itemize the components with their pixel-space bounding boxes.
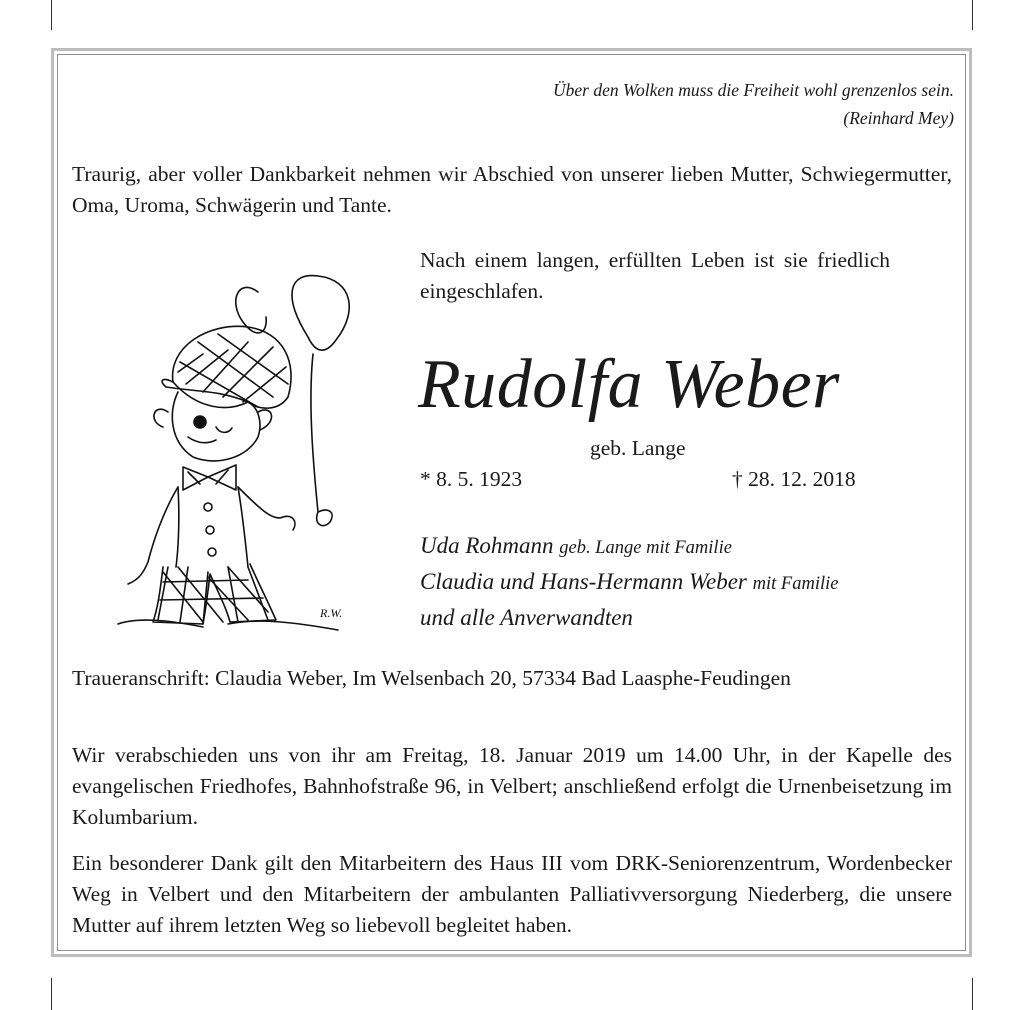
mourner-1: [420, 533, 732, 559]
motto: [553, 76, 954, 132]
thanks-text: Ein besonderer Dank gilt den Mitarbeitern des Haus III vom DRK-Seniorenzentrum, Wordenbecker Weg in Velbert und den Mitarbeitern der ambulanten Palliativversorgung Niederberg, die unsere Mutter auf ihrem letzten Weg so liebevoll begleitet haben.: [72, 851, 952, 937]
birth-date: * 8. 5. 1923: [420, 467, 523, 491]
mourning-address: Traueranschrift: Claudia Weber, Im Welsenbach 20, 57334 Bad Laasphe-Feudingen: [72, 666, 791, 690]
mourner-2-name: Claudia und Hans-Hermann Weber: [420, 569, 747, 594]
service-text: Wir verabschieden uns von ihr am Freitag, 18. Januar 2019 um 14.00 Uhr, in der Kapelle des evangelischen Friedhofes, Bahnhofstraße 96, in Velbert; anschließend erfolgt die Urnenbeisetzung im Kolumbarium.: [72, 743, 952, 829]
deceased-name: Rudolfa Weber: [418, 346, 840, 423]
mourner-1-name: Uda Rohmann: [420, 533, 554, 558]
crop-mark-top-right: [972, 0, 973, 30]
life-text: Nach einem langen, erfüllten Leben ist sie friedlich eingeschlafen.: [420, 248, 890, 303]
born-name: geb. Lange: [590, 436, 686, 460]
drawing-signature: R.W.: [320, 606, 343, 620]
clown-drawing: [108, 262, 368, 642]
mourner-2-suffix: mit Familie: [752, 574, 839, 594]
crop-mark-bottom-left: [51, 978, 52, 1010]
death-date: † 28. 12. 2018: [732, 467, 856, 491]
crop-mark-bottom-right: [972, 978, 973, 1010]
mourner-3-name: und alle Anverwandten: [420, 605, 633, 630]
motto-author: (Reinhard Mey): [843, 108, 954, 128]
mourner-1-suffix: geb. Lange mit Familie: [559, 538, 732, 558]
motto-quote: Über den Wolken muss die Freiheit wohl grenzenlos sein.: [553, 80, 954, 100]
intro-text: Traurig, aber voller Dankbarkeit nehmen wir Abschied von unserer lieben Mutter, Schwiegermutter, Oma, Uroma, Schwägerin und Tante.: [72, 162, 952, 217]
mourner-3: [420, 605, 633, 631]
mourner-2: [420, 569, 838, 595]
crop-mark-top-left: [51, 0, 52, 30]
